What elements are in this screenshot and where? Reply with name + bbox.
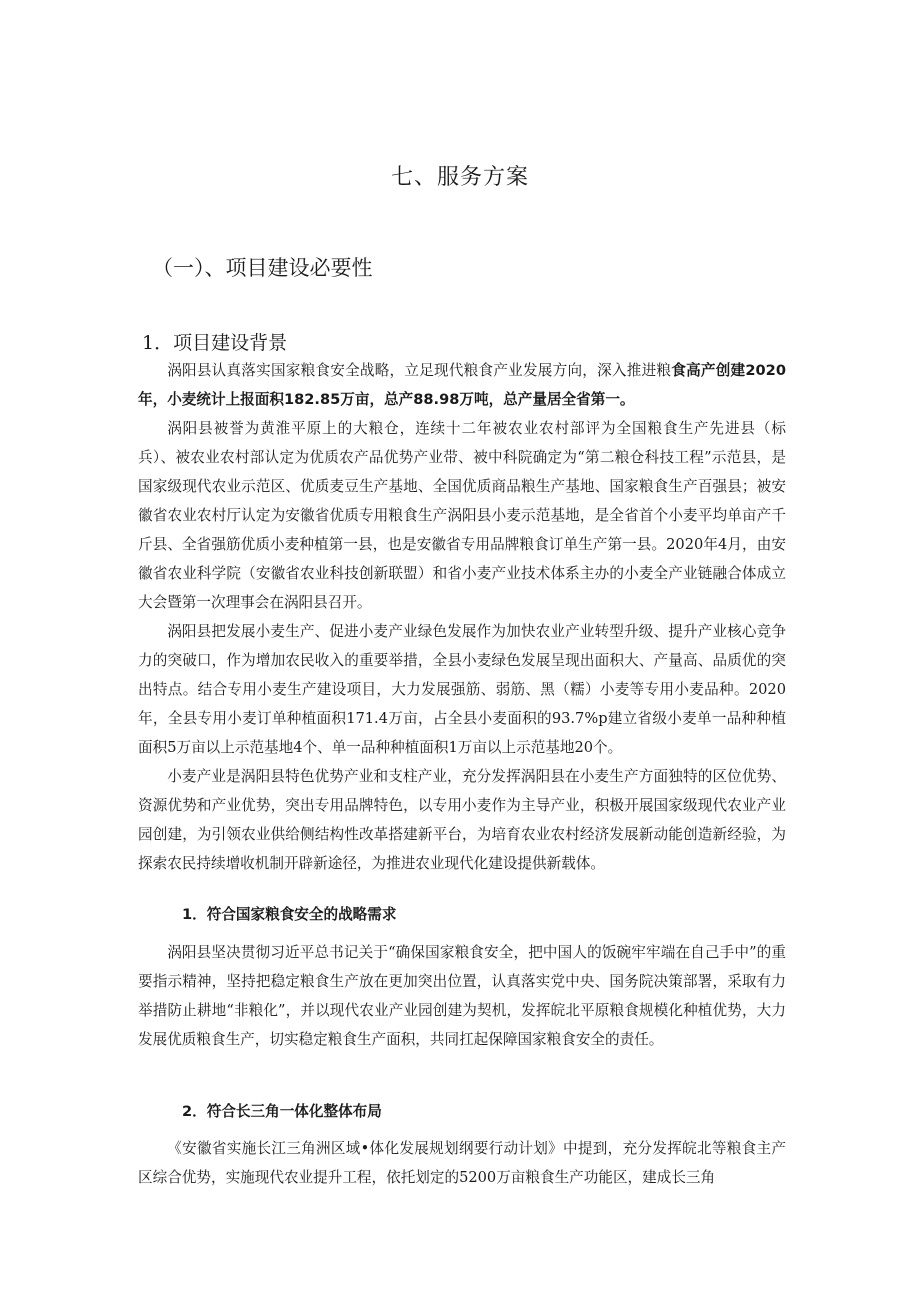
paragraph-2: 涡阳县被誉为黄淮平原上的大粮仓，连续十二年被农业农村部评为全国粮食生产先进县（标兵）、被农业农村部认定为优质农产品优势产业带、被中科院确定为“第二粮仓科技工程”示范县，是国家级现代农业示范区、优质麦豆生产基地、全国优质商品粮生产基地、国家粮食生产百强县；被安徽省农业农村厅认定为安徽省优质专用粮食生产涡阳县小麦示范基地，是全省首个小麦平均单亩产千斤县、全省强筋优质小麦种植第一县，也是安徽省专用品牌粮食订单生产第一县。2020年4月，由安徽省农业科学院（安徽省农业科技创新联盟）和省小麦产业技术体系主办的小麦全产业链融合体成立大会暨第一次理事会在涡阳县召开。 [138,420,786,611]
paragraph-1 [138,356,786,414]
paragraph-4: 小麦产业是涡阳县特色优势产业和支柱产业，充分发挥涡阳县在小麦生产方面独特的区位优势、资源优势和产业优势，突出专用品牌特色，以专用小麦作为主导产业，积极开展国家级现代农业产业园创建，为引领农业供给侧结构性改革搭建新平台，为培育农业农村经济发展新动能创造新经验，为探索农民持续增收机制开辟新途径，为推进农业现代化建设提供新载体。 [138,768,786,872]
point-1-title: 1．符合国家粮食安全的战略需求 [182,906,397,923]
paragraph-1-bold: 食高产创建2020年，小麦统计上报面积182.85万亩，总产88.98万吨，总产量居全省第一。 [138,362,786,408]
paragraph-1-normal: 涡阳县认真落实国家粮食安全战略，立足现代粮食产业发展方向，深入推进粮 [167,362,672,379]
point-2-title: 2．符合长三角一体化整体布局 [182,1103,382,1120]
paragraph-5: 涡阳县坚决贯彻习近平总书记关于“确保国家粮食安全，把中国人的饭碗牢牢端在自己手中”的重要指示精神，坚持把稳定粮食生产放在更加突出位置，认真落实党中央、国务院决策部署，采取有力举措防止耕地“非粮化”，并以现代农业产业园创建为契机，发挥皖北平原粮食规模化种植优势，大力发展优质粮食生产，切实稳定粮食生产面积，共同扛起保障国家粮食安全的责任。 [138,944,786,1048]
paragraph-3: 涡阳县把发展小麦生产、促进小麦产业绿色发展作为加快农业产业转型升级、提升产业核心竞争力的突破口，作为增加农民收入的重要举措，全县小麦绿色发展呈现出面积大、产量高、品质优的突出特点。结合专用小麦生产建设项目，大力发展强筋、弱筋、黑（糯）小麦等专用小麦品种。2020年，全县专用小麦订单种植面积171.4万亩，占全县小麦面积的93.7%p建立省级小麦单一品种种植面积5万亩以上示范基地4个、单一品种种植面积1万亩以上示范基地20个。 [138,623,786,756]
chapter-title: 七、服务方案 [390,165,529,190]
sub-title: 1．项目建设背景 [142,332,288,354]
paragraph-6: 《安徽省实施长江三角洲区域•体化发展规划纲要行动计划》中提到，充分发挥皖北等粮食主产区综合优势，实施现代农业提升工程，依托划定的5200万亩粮食生产功能区，建成长三角 [138,1140,786,1186]
section-title: （一）、项目建设必要性 [152,256,373,280]
